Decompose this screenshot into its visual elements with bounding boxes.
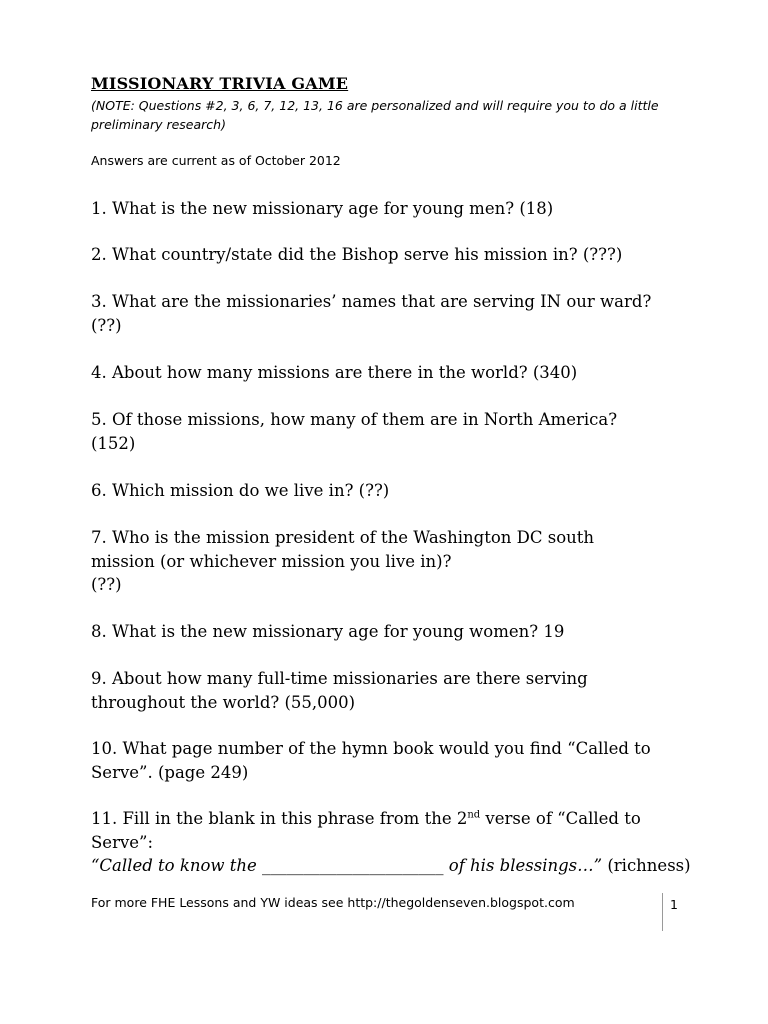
question-line: 8. What is the new missionary age for young women? 19 bbox=[91, 622, 565, 641]
question-2 bbox=[91, 243, 691, 267]
research-note: (NOTE: Questions #2, 3, 6, 7, 12, 13, 16 are personalized and will require you to do a little preliminary research) bbox=[91, 98, 659, 132]
question-5 bbox=[91, 408, 691, 455]
question-line: 6. Which mission do we live in? (??) bbox=[91, 481, 390, 500]
question-line: (152) bbox=[91, 433, 136, 453]
answers-date-note: Answers are current as of October 2012 bbox=[91, 153, 341, 168]
question-line: 4. About how many missions are there in the world? (340) bbox=[91, 363, 578, 382]
question-1 bbox=[91, 197, 691, 221]
page-number: 1 bbox=[670, 897, 678, 912]
question-line: 5. Of those missions, how many of them are in North America? bbox=[91, 410, 618, 429]
question-line: Serve”: bbox=[91, 832, 154, 852]
footer-text: For more FHE Lessons and YW ideas see http://thegoldenseven.blogspot.com bbox=[91, 895, 575, 910]
question-3 bbox=[91, 290, 691, 337]
question-4 bbox=[91, 361, 691, 385]
question-9 bbox=[91, 667, 691, 714]
question-8 bbox=[91, 620, 691, 644]
footer-divider bbox=[662, 893, 663, 931]
question-line bbox=[91, 854, 691, 878]
document-title: MISSIONARY TRIVIA GAME bbox=[91, 74, 349, 93]
question-line: throughout the world? (55,000) bbox=[91, 692, 356, 712]
question-7 bbox=[91, 526, 691, 597]
question-11-answer: (richness) bbox=[602, 856, 691, 875]
ordinal-suffix: nd bbox=[467, 809, 481, 821]
question-6 bbox=[91, 479, 691, 503]
hymn-quote: “Called to know the ______________________ of his blessings…” bbox=[91, 856, 603, 875]
question-line: mission (or whichever mission you live in)? bbox=[91, 551, 452, 571]
question-line: 10. What page number of the hymn book would you find “Called to bbox=[91, 739, 651, 758]
question-line: 9. About how many full-time missionaries are there serving bbox=[91, 669, 588, 688]
question-line: 7. Who is the mission president of the Washington DC south bbox=[91, 528, 595, 547]
question-line: 1. What is the new missionary age for young men? (18) bbox=[91, 199, 554, 218]
question-line: Serve”. (page 249) bbox=[91, 762, 249, 782]
question-10 bbox=[91, 737, 691, 784]
question-line: (??) bbox=[91, 315, 122, 335]
question-line: (??) bbox=[91, 575, 122, 594]
question-11 bbox=[91, 807, 691, 878]
question-line: 2. What country/state did the Bishop serve his mission in? (???) bbox=[91, 245, 623, 264]
question-11-text-start: 11. Fill in the blank in this phrase from the 2 bbox=[91, 809, 468, 828]
question-line bbox=[91, 807, 691, 831]
question-line: 3. What are the missionaries’ names that are serving IN our ward? bbox=[91, 292, 652, 311]
question-11-text-end: verse of “Called to bbox=[480, 809, 641, 828]
